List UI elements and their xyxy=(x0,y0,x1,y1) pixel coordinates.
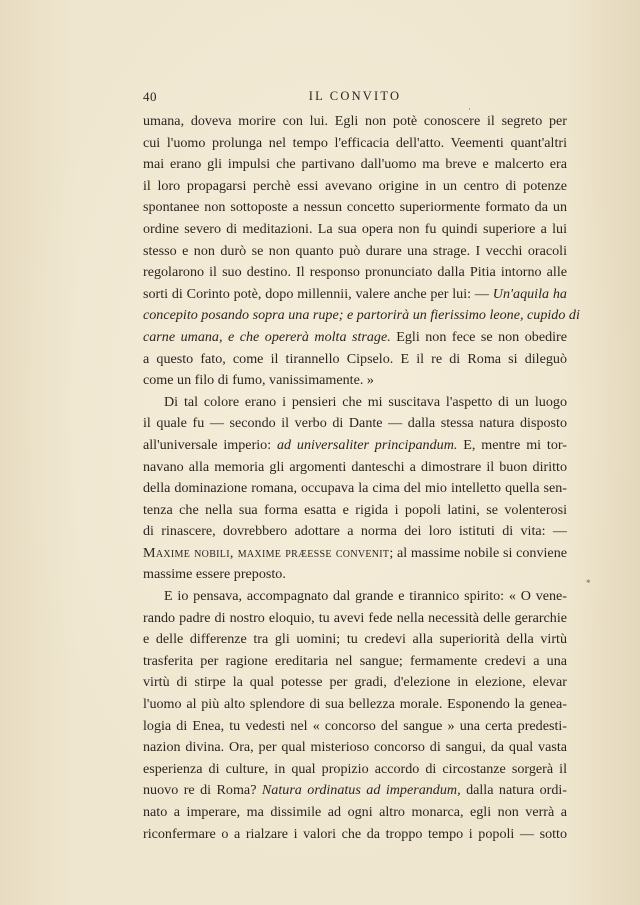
text-run: il loro propagarsi perchè essi avevano origine in un centro di potenze xyxy=(143,177,567,194)
italic-quote: concepito posando sopra una rupe; e partorirà un fierissimo leone, cupido di xyxy=(143,307,580,324)
text-run: nuovo re di Roma? xyxy=(143,782,262,799)
text-run: dalla natura ordi- xyxy=(460,782,567,799)
text-line xyxy=(143,111,567,133)
text-line xyxy=(143,824,567,846)
text-line xyxy=(143,780,567,802)
text-line xyxy=(143,133,567,155)
text-line xyxy=(143,305,580,327)
text-line xyxy=(143,694,567,716)
text-run: stesso e non durò se non quanto può durare una strage. I vecchi oracoli xyxy=(143,242,567,259)
text-run: umana, doveva morire con lui. Egli non potè conoscere il segreto per xyxy=(143,113,567,129)
text-line xyxy=(143,478,567,500)
text-line xyxy=(143,543,567,565)
text-line xyxy=(143,219,567,241)
text-run: regolarono il suo destino. Il responso pronunciato dalla Pitia intorno alle xyxy=(143,264,567,281)
text-line xyxy=(143,629,567,651)
text-run: cui l'uomo prolunga nel tempo l'efficacia dell'atto. Veementi quant'altri xyxy=(143,134,567,151)
text-run: di rinascere, dovrebbero adottare a norma dei loro istituti di vita: — xyxy=(143,523,567,540)
text-line xyxy=(143,370,567,392)
text-run: esperienza di culture, in qual propizio accordo di circostanze sorgerà il xyxy=(143,760,567,777)
speck-mark: · xyxy=(468,104,471,114)
text-line xyxy=(143,716,567,738)
text-run: logia di Enea, tu vedesti nel « concorso del sangue » una certa predesti- xyxy=(143,717,567,734)
text-run: l'uomo al più alto splendore di sua bellezza morale. Esponendo la genea- xyxy=(143,696,567,713)
text-run: all'universale imperio: xyxy=(143,436,277,453)
text-run: nazion divina. Ora, per qual misterioso concorso di sangui, da qual vasta xyxy=(143,739,567,756)
text-run: ; al massime nobile si conviene xyxy=(389,544,567,561)
text-run: il quale fu — secondo il verbo di Dante — dalla stessa natura disposto xyxy=(143,415,567,432)
text-line xyxy=(143,176,567,198)
text-line xyxy=(143,608,567,630)
body-text xyxy=(143,111,580,845)
text-line xyxy=(143,154,567,176)
text-run: tenza che nella sua forma esatta e rigida i popoli latini, se volenterosi xyxy=(143,501,567,518)
text-line xyxy=(143,586,567,608)
text-line xyxy=(143,284,567,306)
text-run: Egli non fece se non obedire xyxy=(390,328,567,345)
text-line xyxy=(143,759,567,781)
running-title: IL CONVITO xyxy=(308,89,402,103)
italic-quote: ad universaliter principandum. xyxy=(276,436,458,453)
text-line xyxy=(143,435,567,457)
text-run: sorti di Corinto potè, dopo millennii, valere anche per lui: — xyxy=(143,285,493,302)
text-run: della dominazione romana, occupava la cima del mio intelletto quella sen- xyxy=(143,480,567,497)
text-line xyxy=(143,327,567,349)
text-run: E, mentre mi tor- xyxy=(457,436,567,453)
text-line xyxy=(143,413,567,435)
text-line xyxy=(143,672,567,694)
italic-quote: Un'aquila ha xyxy=(492,285,567,302)
text-run: e delle differenze tra gli uomini; tu credevi alla superiorità della virtù xyxy=(143,631,567,648)
text-run: riconfermare o a rialzare i valori che da troppo tempo i popoli — sotto xyxy=(143,825,567,842)
italic-quote: carne umana, e che opererà molta strage. xyxy=(143,328,391,345)
text-run: spontanee non sottoposte a nessun concetto superiormente formato da un xyxy=(143,199,567,216)
italic-quote: Natura ordinatus ad imperandum, xyxy=(261,782,461,799)
page-header xyxy=(143,89,567,109)
text-run: trasferita per ragione ereditaria nel sangue; fermamente credevi a una xyxy=(143,652,567,669)
text-line xyxy=(143,241,567,263)
text-line xyxy=(143,564,567,586)
text-line xyxy=(143,651,567,673)
speck-mark: * xyxy=(586,578,591,588)
text-line xyxy=(143,392,567,414)
text-line xyxy=(143,262,567,284)
text-run: massime essere preposto. xyxy=(143,566,286,583)
text-run: mai erano gli impulsi che partivano dall'uomo ma breve e malcerto era xyxy=(143,156,567,173)
text-line xyxy=(143,349,567,371)
text-line xyxy=(143,521,567,543)
text-run: ordine severo di meditazioni. La sua opera non fu quindi superiore a lui xyxy=(143,220,567,237)
text-run: a questo fato, come il tirannello Cipselo. E il re di Roma si dileguò xyxy=(143,350,567,367)
text-line xyxy=(143,457,567,479)
text-line xyxy=(143,500,567,522)
text-line xyxy=(143,737,567,759)
text-run: nato a imperare, ma dissimile ad ogni altro monarca, egli non verrà a xyxy=(143,804,567,820)
text-run: virtù di stirpe la qual potesse per gradi, d'elezione in elezione, elevar xyxy=(143,674,567,691)
text-line xyxy=(143,802,567,824)
text-line xyxy=(143,197,567,219)
text-run: Di tal colore erano i pensieri che mi suscitava l'aspetto di un luogo xyxy=(164,393,567,410)
text-run: E io pensava, accompagnato dal grande e tirannico spirito: « O vene- xyxy=(164,588,567,605)
page-number: 40 xyxy=(143,89,157,104)
small-caps-quote: Maxime nobili, maxime præesse convenit xyxy=(143,544,390,561)
text-run: rando padre di nostro eloquio, tu avevi fede nella necessità delle gerarchie xyxy=(143,609,567,626)
text-run: navano alla memoria gli argomenti danteschi a dimostrare il buon diritto xyxy=(143,458,567,475)
text-run: come un filo di fumo, vanissimamente. » xyxy=(143,372,374,389)
